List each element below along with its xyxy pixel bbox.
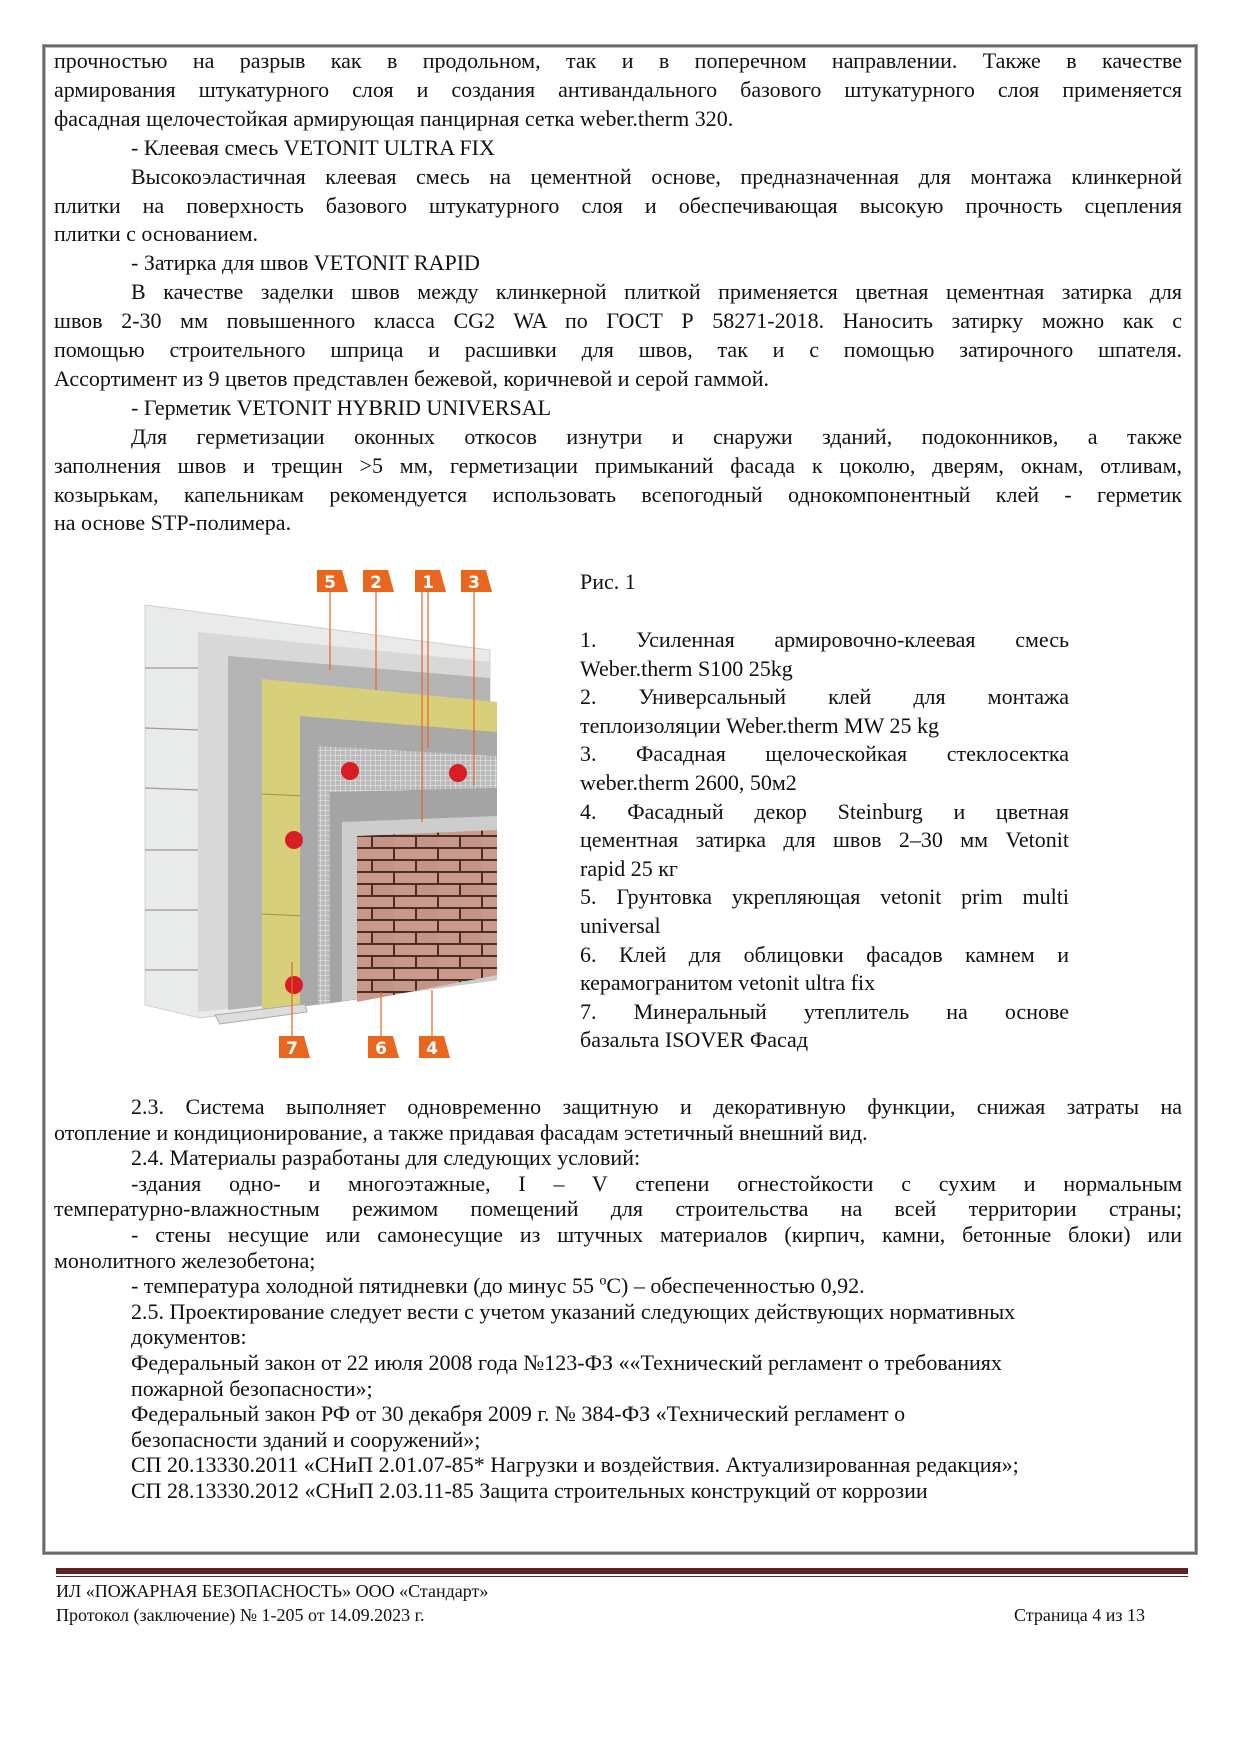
footer-organization: ИЛ «ПОЖАРНАЯ БЕЗОПАСНОСТЬ» ООО «Стандарт» xyxy=(56,1581,489,1601)
text-line: Высокоэластичная клеевая смесь на цементной основе, предназначенная для монтажа клинкерной xyxy=(131,163,1182,189)
label-7: 7 xyxy=(286,1039,298,1059)
text-line: прочностью на разрыв как в продольном, так и в поперечном направлении. Также в качестве xyxy=(54,48,1182,73)
footer-rule-thick xyxy=(56,1568,1188,1574)
text-line: отопление и кондиционирование, а также придавая фасадам эстетичный внешний вид. xyxy=(54,1119,868,1145)
text-line: - стены несущие или самонесущие из штучных материалов (кирпич, камни, бетонные блоки) или xyxy=(131,1222,1182,1247)
legend-line: universal xyxy=(580,913,661,938)
text-line: - Герметик VETONIT HYBRID UNIVERSAL xyxy=(131,394,552,420)
footer-page-number: Страница 4 из 13 xyxy=(1014,1605,1145,1625)
footer-rule-thin xyxy=(56,1576,1188,1577)
label-2: 2 xyxy=(370,573,382,593)
text-line: плитки на поверхность базового штукатурного слоя и обеспечивающая высокую прочность сцепления xyxy=(54,192,1182,218)
text-line: безопасности зданий и сооружений»; xyxy=(131,1426,481,1452)
text-line: 2.3. Система выполняет одновременно защитную и декоративную функции, снижая затраты на xyxy=(131,1094,1182,1119)
text-line: на основе STP-полимера. xyxy=(54,510,292,536)
text-line: СП 28.13330.2012 «СНиП 2.03.11-85 Защита строительных конструкций от коррозии xyxy=(131,1478,928,1503)
text-line: СП 20.13330.2011 «СНиП 2.01.07-85* Нагрузки и воздействия. Актуализированная редакция»; xyxy=(131,1452,1019,1478)
text-line: - Клеевая смесь VETONIT ULTRA FIX xyxy=(131,134,495,160)
text-line: - Затирка для швов VETONIT RAPID xyxy=(131,250,480,276)
legend-line: Weber.therm S100 25kg xyxy=(580,655,793,681)
text-line: Для герметизации оконных откосов изнутри и снаружи зданий, подоконников, а также xyxy=(131,423,1182,449)
text-line: монолитного железобетона; xyxy=(54,1247,316,1273)
clinker-bricks xyxy=(357,830,497,1002)
label-3: 3 xyxy=(468,573,480,593)
legend-line: 2. Универсальный клей для монтажа xyxy=(580,684,1069,710)
legend-line: базальта ISOVER Фасад xyxy=(580,1027,809,1053)
text-line: козырькам, капельникам рекомендуется использовать всепогодный однокомпонентный клей - герметик xyxy=(54,481,1182,507)
text-line: армирования штукатурного слоя и создания антивандального базового штукатурного слоя применяется xyxy=(54,76,1182,102)
legend-line: 4. Фасадный декор Steinburg и цветная xyxy=(580,798,1069,824)
text-line: -здания одно- и многоэтажные, I – V степени огнестойкости с сухим и нормальным xyxy=(131,1170,1182,1196)
text-line: - температура холодной пятидневки (до минус 55 ºС) – обеспеченностью 0,92. xyxy=(131,1273,865,1299)
footer-protocol: Протокол (заключение) № 1-205 от 14.09.2023 г. xyxy=(56,1605,425,1625)
text-line: 2.4. Материалы разработаны для следующих условий: xyxy=(131,1145,641,1171)
text-line: плитки с основанием. xyxy=(54,221,259,247)
label-1: 1 xyxy=(422,573,434,593)
text-line: 2.5. Проектирование следует вести с учетом указаний следующих действующих нормативных xyxy=(131,1298,1016,1324)
text-line: Федеральный закон РФ от 30 декабря 2009 г. № 384-ФЗ «Технический регламент о xyxy=(131,1401,906,1427)
text-line: документов: xyxy=(131,1324,247,1350)
legend-line: 5. Грунтовка укрепляющая vetonit prim multi xyxy=(580,884,1069,910)
figure-caption-title: Рис. 1 xyxy=(580,569,636,594)
text-line: помощью строительного шприца и расшивки для швов, так и с помощью затирочного шпателя. xyxy=(54,337,1182,362)
text-line: пожарной безопасности»; xyxy=(131,1375,373,1401)
legend-line: 6. Клей для облицовки фасадов камнем и xyxy=(580,941,1069,967)
legend-line: теплоизоляции Weber.therm MW 25 kg xyxy=(580,712,939,738)
label-5: 5 xyxy=(324,573,336,593)
facade-system-figure xyxy=(130,560,510,1070)
legend-line: 7. Минеральный утеплитель на основе xyxy=(580,998,1069,1024)
facade-layers-illustration xyxy=(130,560,510,1070)
text-line: Федеральный закон от 22 июля 2008 года №123-ФЗ ««Технический регламент о требованиях xyxy=(131,1350,1002,1375)
text-line: Ассортимент из 9 цветов представлен бежевой, коричневой и серой гаммой. xyxy=(54,365,770,391)
legend-line: 3. Фасадная щелоческойкая стеклосектка xyxy=(580,741,1069,767)
legend-line: керамогранитом vetonit ultra fix xyxy=(580,970,876,996)
legend-line: rapid 25 кг xyxy=(580,855,678,881)
legend-line: weber.therm 2600, 50м2 xyxy=(580,770,797,795)
text-line: фасадная щелочестойкая армирующая панцирная сетка weber.therm 320. xyxy=(54,105,734,131)
text-line: В качестве заделки швов между клинкерной плиткой применяется цветная цементная затирка для xyxy=(131,279,1182,305)
label-6: 6 xyxy=(375,1039,387,1059)
legend-line: 1. Усиленная армировочно-клеевая смесь xyxy=(580,627,1069,652)
text-line: температурно-влажностным режимом помещений для строительства на всей территории страны; xyxy=(54,1196,1182,1222)
legend-line: цементная затирка для швов 2–30 мм Vetonit xyxy=(580,827,1069,853)
text-line: швов 2-30 мм повышенного класса CG2 WA по ГОСТ Р 58271-2018. Наносить затирку можно как с xyxy=(54,308,1182,334)
label-4: 4 xyxy=(426,1039,438,1059)
text-line: заполнения швов и трещин >5 мм, герметизации примыканий фасада к цоколю, дверям, окнам, отливам, xyxy=(54,452,1182,478)
